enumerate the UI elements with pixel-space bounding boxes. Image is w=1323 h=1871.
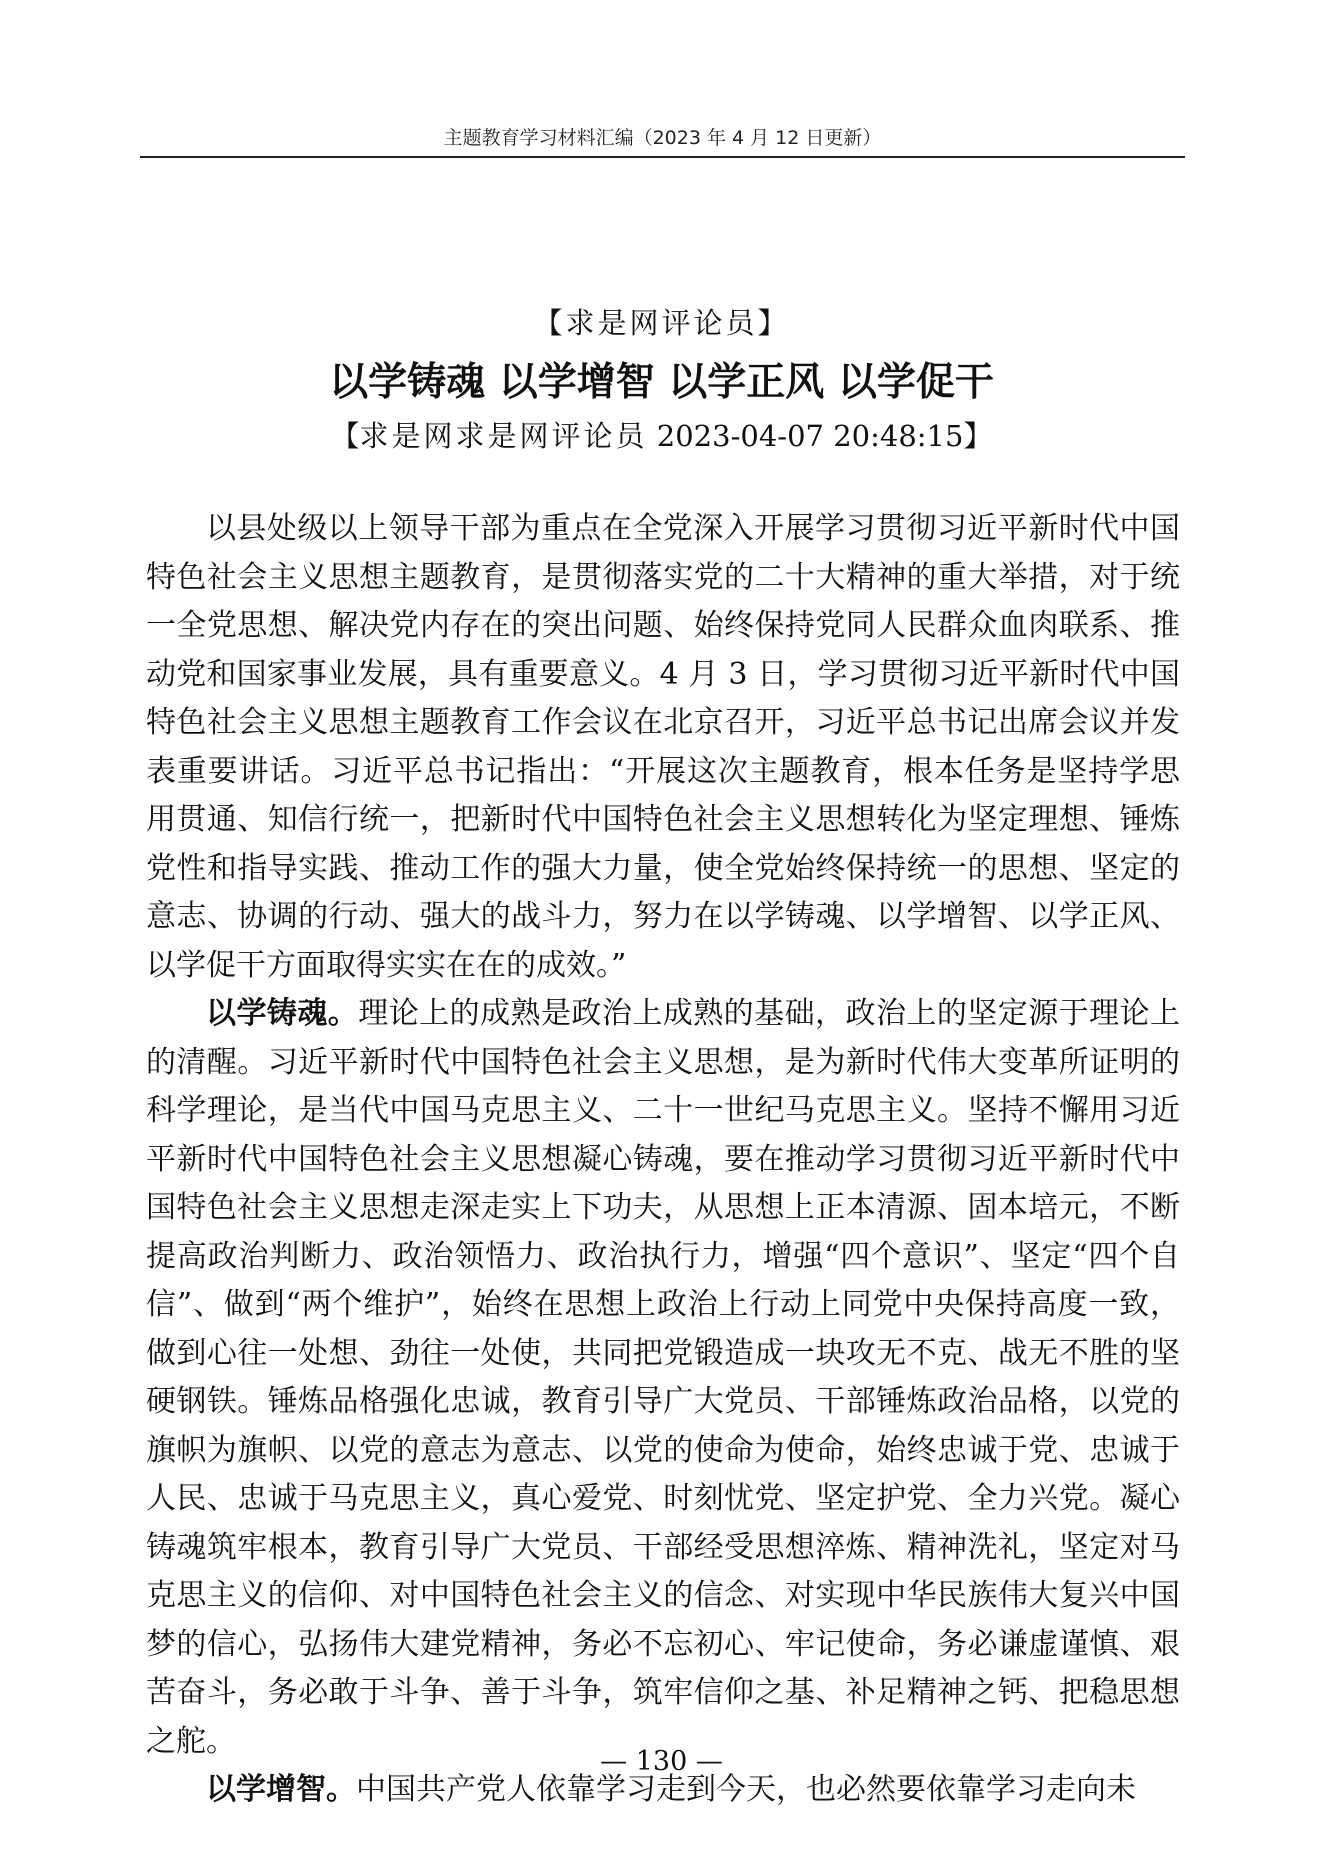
paragraph-intro [146, 505, 1180, 990]
paragraph-text: 以县处级以上领导干部为重点在全党深入开展学习贯彻习近平新时代中国特色社会主义思想主题教育，是贯彻落实党的二十大精神的重大举措，对于统一全党思想、解决党内存在的突出问题、始终保持党同人民群众血肉联系、推动党和国家事业发展，具有重要意义。4 月 3 日，学习贯彻习近平新时代中国特色社会主义思想主题教育工作会议在北京召开，习近平总书记出席会议并发表重要讲话。习近平总书记指出：“开展这次主题教育，根本任务是坚持学思用贯通、知信行统一，把新时代中国特色社会主义思想转化为坚定理想、锤炼党性和指导实践、推动工作的强大力量，使全党始终保持统一的思想、坚定的意志、协调的行动、强大的战斗力，努力在以学铸魂、以学增智、以学正风、以学促干方面取得实实在在的成效。” [146, 511, 1180, 983]
byline-datetime: 2023-04-07 20:48:15 [656, 419, 964, 453]
paragraph-text: 中国共产党人依靠学习走到今天，也必然要依靠学习走向未 [356, 1772, 1136, 1807]
page-number: — 130 — [600, 1746, 723, 1777]
byline-close-bracket: 】 [963, 419, 993, 453]
article-body [146, 505, 1180, 1815]
byline-open-bracket: 【 [330, 419, 360, 453]
column-label: 【求是网评论员】 [533, 306, 790, 340]
paragraph-soul [146, 990, 1180, 1766]
paragraph-lead: 以学增智。 [206, 1772, 356, 1807]
article-title: 以学铸魂 以学增智 以学正风 以学促干 [329, 359, 994, 405]
byline [0, 416, 1323, 456]
paragraph-lead: 以学铸魂。 [206, 996, 359, 1031]
byline-source: 求是网求是网评论员 [359, 419, 648, 453]
paragraph-text: 理论上的成熟是政治上成熟的基础，政治上的坚定源于理论上的清醒。习近平新时代中国特色社会主义思想，是为新时代伟大变革所证明的科学理论，是当代中国马克思主义、二十一世纪马克思主义。坚持不懈用习近平新时代中国特色社会主义思想凝心铸魂，要在推动学习贯彻习近平新时代中国特色社会主义思想走深走实上下功夫，从思想上正本清源、固本培元，不断提高政治判断力、政治领悟力、政治执行力，增强“四个意识”、坚定“四个自信”、做到“两个维护”，始终在思想上政治上行动上同党中央保持高度一致，做到心往一处想、劲往一处使，共同把党锻造成一块攻无不克、战无不胜的坚硬钢铁。锤炼品格强化忠诚，教育引导广大党员、干部锤炼政治品格，以党的旗帜为旗帜、以党的意志为意志、以党的使命为使命，始终忠诚于党、忠诚于人民、忠诚于马克思主义，真心爱党、时刻忧党、坚定护党、全力兴党。凝心铸魂筑牢根本，教育引导广大党员、干部经受思想淬炼、精神洗礼，坚定对马克思主义的信仰、对中国特色社会主义的信念、对实现中华民族伟大复兴中国梦的信心，弘扬伟大建党精神，务必不忘初心、牢记使命，务必谦虚谨慎、艰苦奋斗，务必敢于斗争、善于斗争，筑牢信仰之基、补足精神之钙、把稳思想之舵。 [146, 996, 1181, 1759]
running-header: 主题教育学习材料汇编（2023 年 4 月 12 日更新） [443, 127, 882, 149]
header-rule [140, 156, 1185, 158]
